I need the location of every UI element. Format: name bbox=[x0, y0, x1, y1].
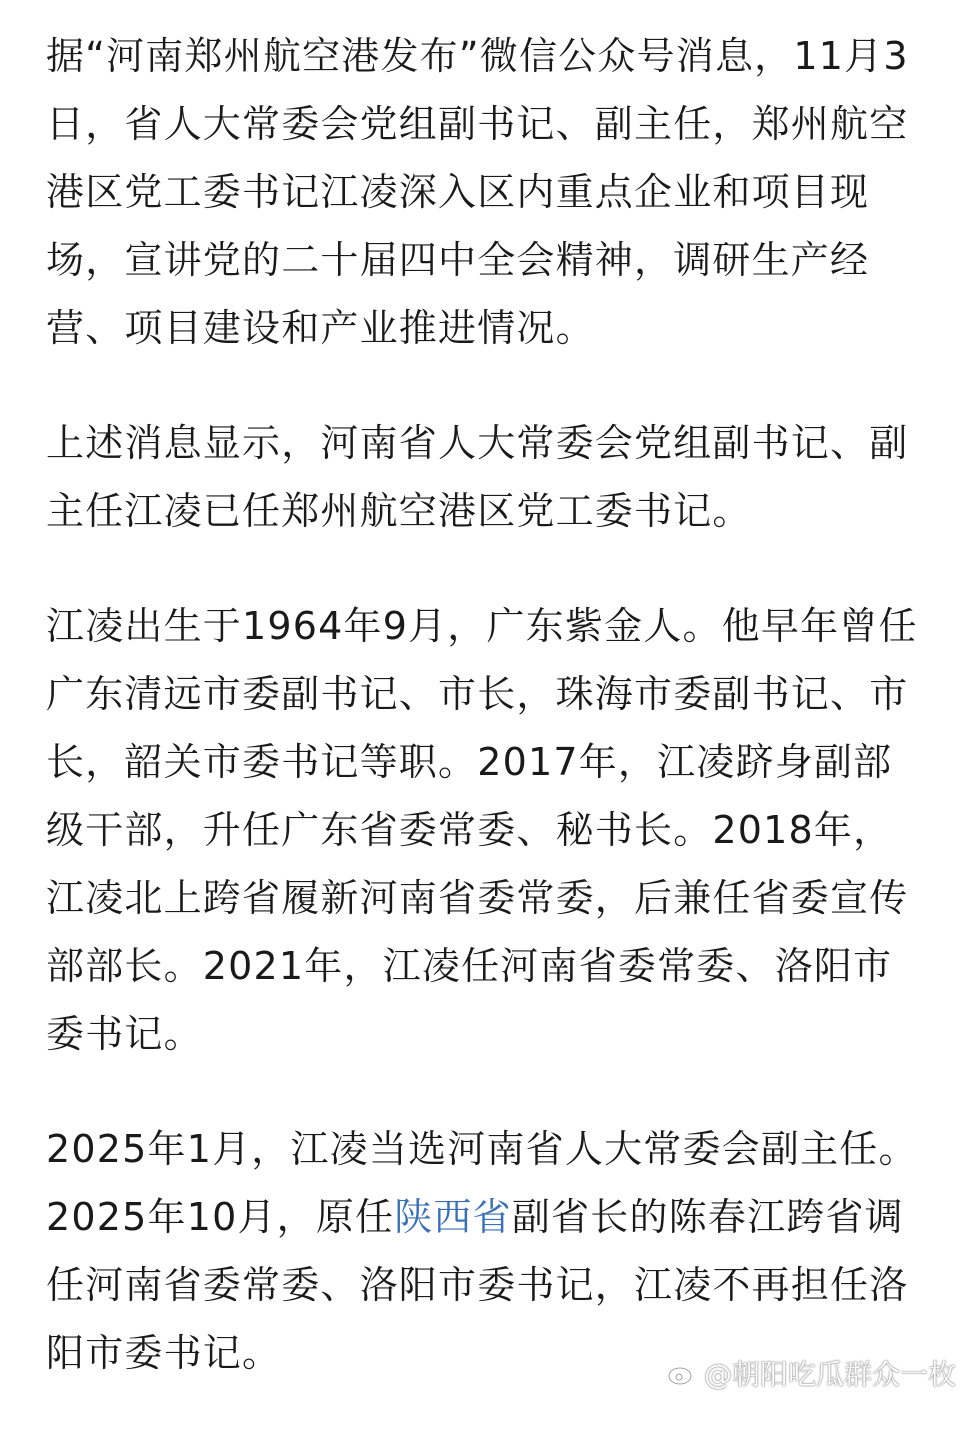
watermark-text: @朝阳吃瓜群众一枚 bbox=[703, 1358, 956, 1391]
paragraph-4-text-a: 2025年1月，江凌当选河南省人大常委会副主任。2025年10月，原任 bbox=[46, 1127, 918, 1239]
article-body bbox=[46, 22, 930, 1434]
paragraph-4-text-b: 副省长的陈春江跨省调任河南省委常委、洛阳市委书记，江凌不再担任洛阳市委书记。 bbox=[46, 1195, 909, 1375]
weibo-watermark bbox=[668, 1353, 956, 1393]
paragraph-2: 上述消息显示，河南省人大常委会党组副书记、副主任江凌已任郑州航空港区党工委书记。 bbox=[46, 421, 909, 533]
shaanxi-province-link[interactable]: 陕西省 bbox=[394, 1195, 512, 1239]
paragraph-4 bbox=[46, 1115, 930, 1387]
paragraph-1: 据“河南郑州航空港发布”微信公众号消息，11月3日，省人大常委会党组副书记、副主任，郑州航空港区党工委书记江凌深入区内重点企业和项目现场，宣讲党的二十届四中全会精神，调研生产经营、项目建设和产业推进情况。 bbox=[46, 34, 909, 350]
paragraph-3: 江凌出生于1964年9月，广东紫金人。他早年曾任广东清远市委副书记、市长，珠海市委副书记、市长，韶关市委书记等职。2017年，江凌跻身副部级干部，升任广东省委常委、秘书长。2018年，江凌北上跨省履新河南省委常委，后兼任省委宣传部部长。2021年，江凌任河南省委常委、洛阳市委书记。 bbox=[46, 604, 918, 1056]
weibo-icon bbox=[668, 1360, 698, 1386]
